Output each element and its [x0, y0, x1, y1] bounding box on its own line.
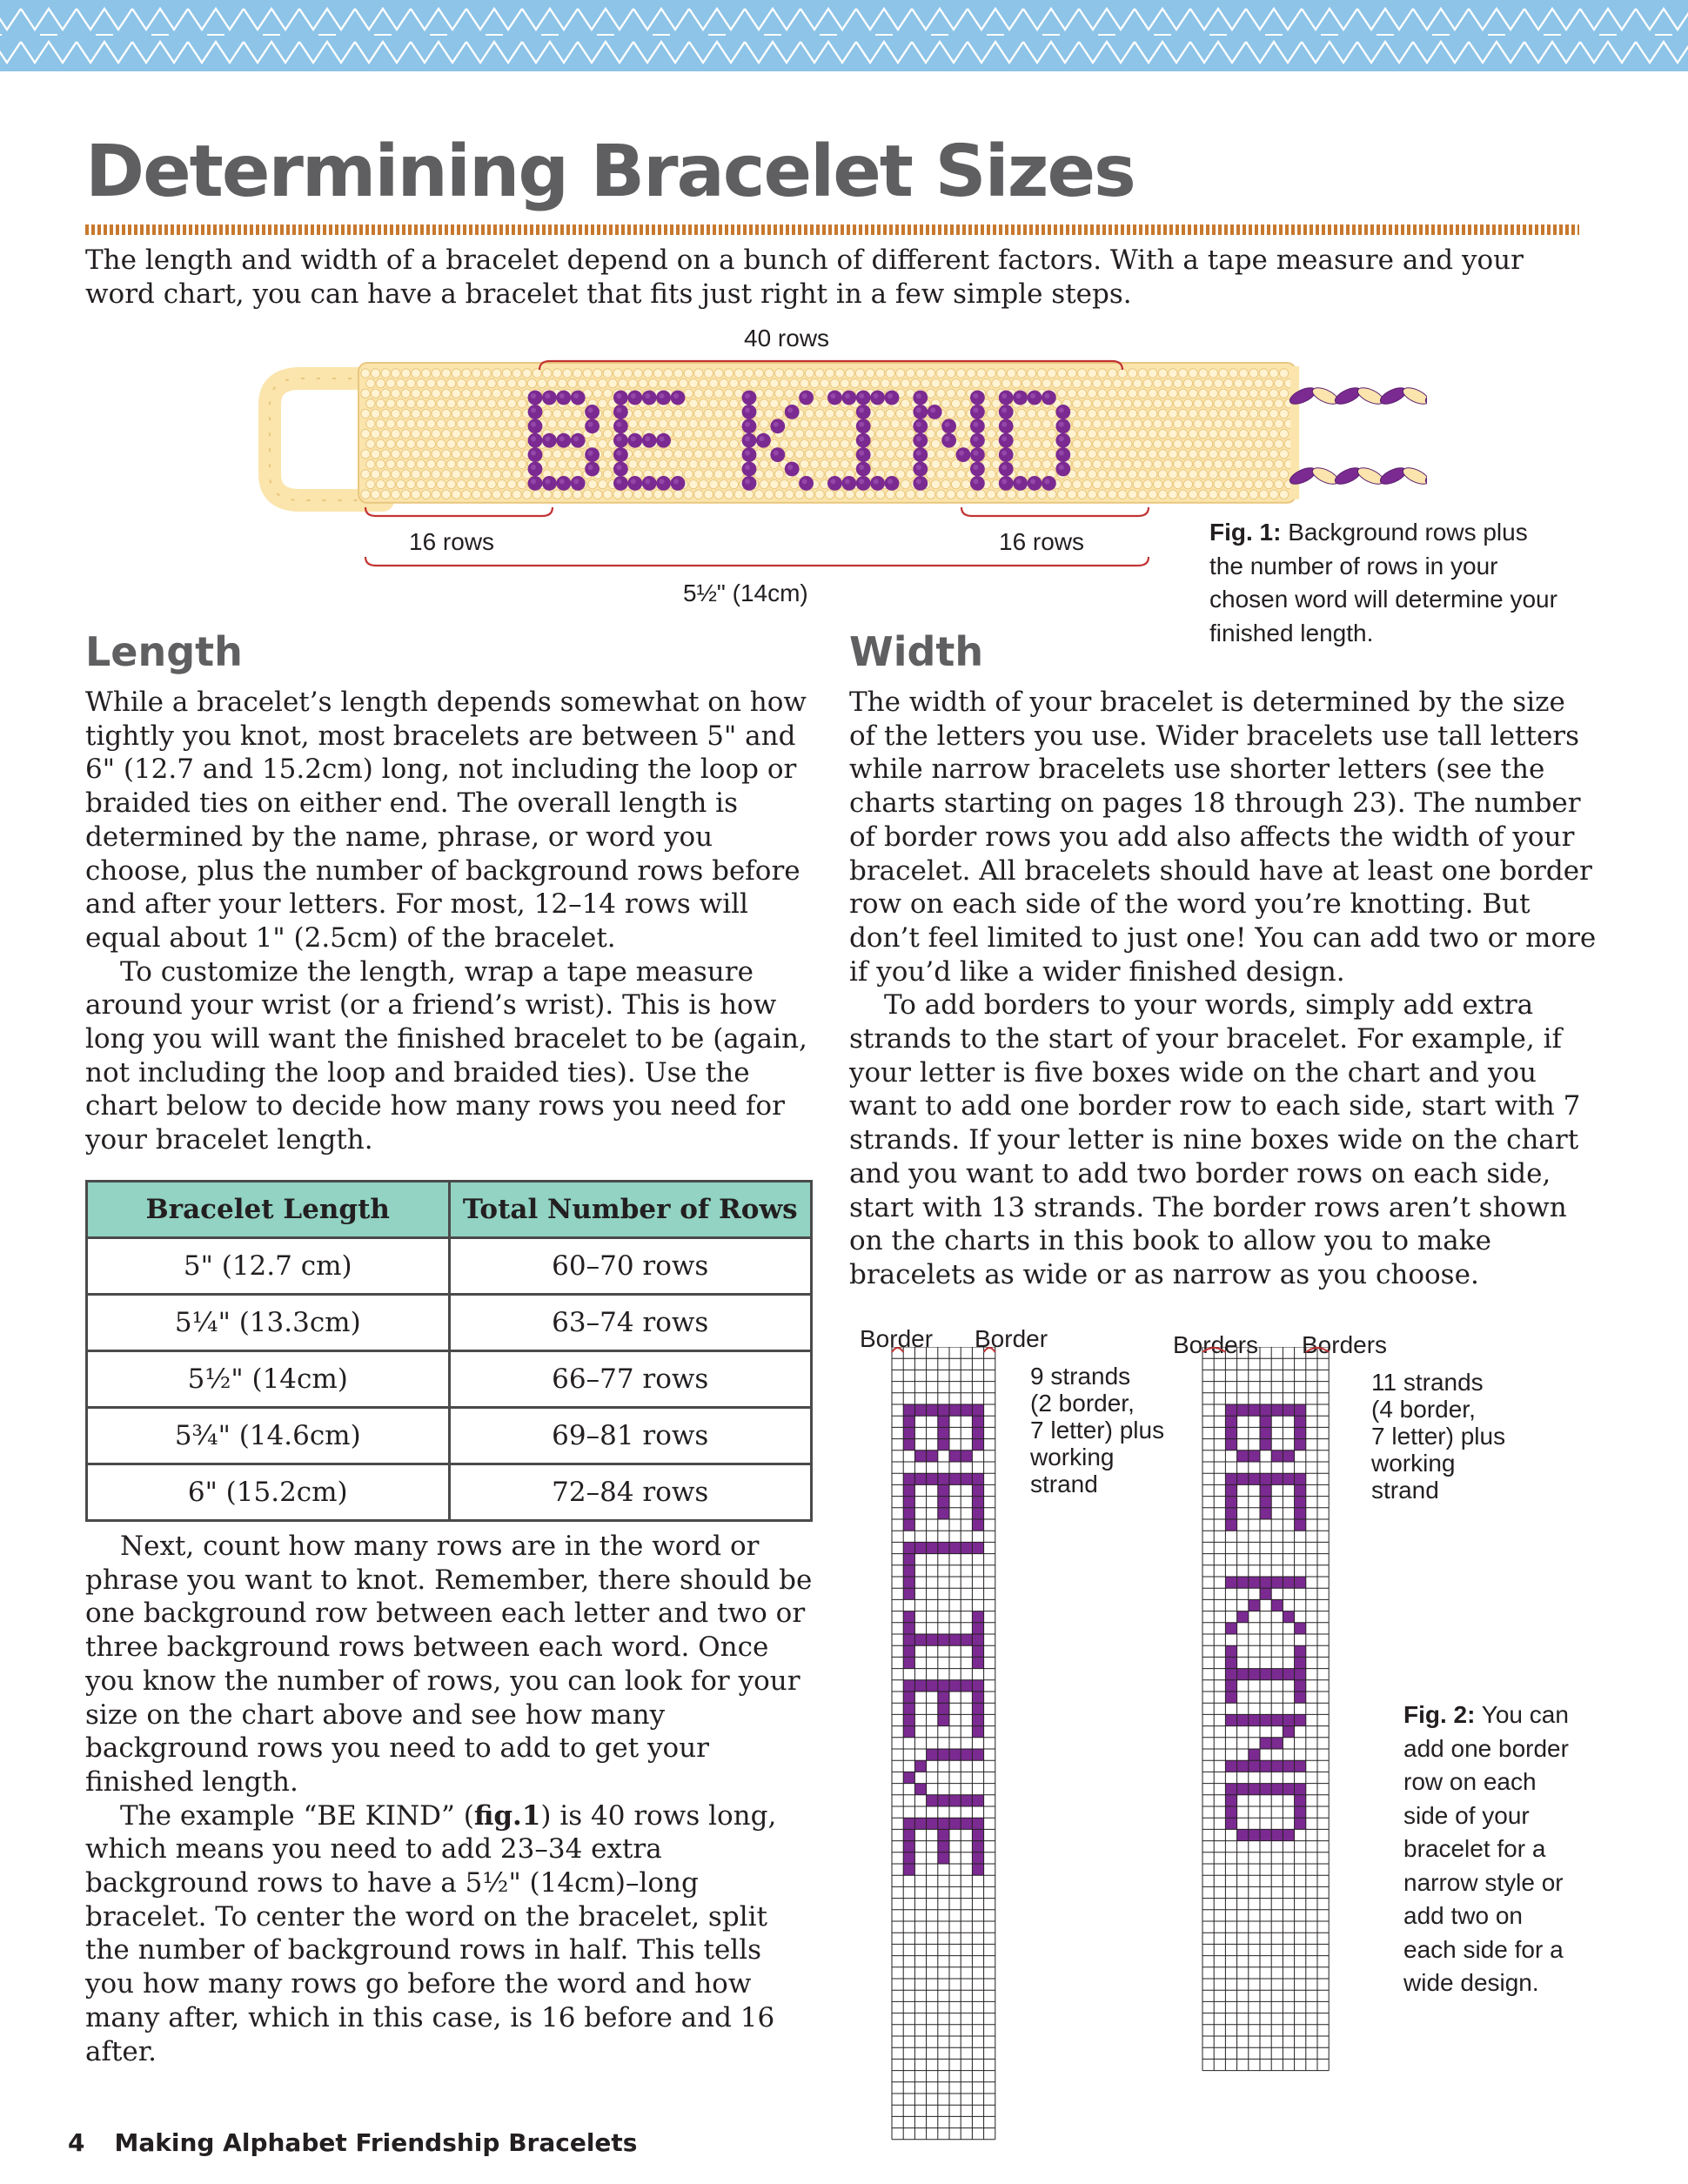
length-outro: [85, 1530, 818, 2068]
table-cell-rows: 63–74 rows: [449, 1295, 812, 1351]
table-header-length: Bracelet Length: [87, 1182, 450, 1238]
page-number: 4: [68, 2128, 85, 2157]
fig1-label-right-rows: 16 rows: [999, 528, 1085, 555]
fig1-caption-label: Fig. 1:: [1209, 519, 1282, 546]
length-paragraph-4: [85, 1799, 818, 2069]
table-cell-length: 5¾" (14.6cm): [87, 1408, 450, 1464]
note-line: 7 letter) plus: [1030, 1417, 1165, 1444]
length-p4-start: The example “BE KIND” (: [120, 1799, 474, 1832]
table-cell-rows: 69–81 rows: [449, 1408, 812, 1464]
book-title: Making Alphabet Friendship Bracelets: [114, 2128, 638, 2157]
fig1-caption: [1209, 516, 1557, 650]
table-row: [87, 1464, 812, 1521]
width-paragraph-2: To add borders to your words, simply add extra strands to the start of your bracelet. For example, if your letter is five boxes wide on the chart and you want to add one border row to each side, start with 7 strands. If your letter is nine boxes wide on the chart and you want to add two border rows on each side, start with 13 strands. The border rows aren’t shown on the charts in this book to allow you to make bracelets as wide or as narrow as you choose.: [849, 989, 1581, 1290]
fig2-caption-text: You can add one border row on each side of your bracelet for a narrow style or add two on each side for a wide design.: [1403, 1701, 1569, 1996]
length-paragraph-2: To customize the length, wrap a tape measure around your wrist (or a friend’s wrist). This is how long you will want the finished bracelet to be (again, not including the loop and braided ties). Use the chart below to decide how many rows you need for your bracelet length.: [85, 955, 807, 1156]
table-row: [87, 1295, 812, 1351]
note-line: 7 letter) plus: [1371, 1423, 1506, 1450]
length-paragraph-1: While a bracelet’s length depends somewhat on how tightly you knot, most bracelets are between 5" and 6" (12.7 and 15.2cm) long, not including the loop or braided ties on either end. The overall length is determined by the name, phrase, or word you choose, plus the number of background rows before and after your letters. For most, 12–14 rows will equal about 1" (2.5cm) of the bracelet.: [85, 687, 807, 954]
fig2-right-border-label-left: Borders: [1173, 1331, 1259, 1358]
fig2-left-border-label-right: Border: [975, 1325, 1048, 1352]
length-paragraph-3: Next, count how many rows are in the word or phrase you want to knot. Remember, there should be one background row between each letter and two or three background rows between each word. Once you know the number of rows, you can look for your size on the chart above and see how many background rows you need to add to get your finished length.: [85, 1531, 813, 1798]
title-divider: [85, 224, 1579, 235]
table-cell-rows: 72–84 rows: [449, 1464, 812, 1521]
fig2-left-strand-note: [1030, 1363, 1196, 1497]
table-cell-length: 5½" (14cm): [87, 1351, 450, 1408]
fig1-reference: fig.1: [473, 1799, 541, 1832]
fig1-caption-text: Background rows plus the number of rows in your chosen word will determine your finished length.: [1209, 519, 1557, 646]
fig2-right-strand-note: [1371, 1369, 1528, 1504]
note-line: 9 strands: [1030, 1363, 1131, 1390]
page-footer: [68, 2128, 637, 2157]
fig1-label-total-length: 5½" (14cm): [683, 579, 808, 606]
fig2-caption-label: Fig. 2:: [1403, 1701, 1476, 1728]
fig2-bekind-grid: [1202, 1347, 1329, 2071]
table-cell-length: 6" (15.2cm): [87, 1464, 450, 1521]
page-title: Determining Bracelet Sizes: [85, 131, 1135, 213]
table-row: [87, 1408, 812, 1464]
width-paragraph-1: The width of your bracelet is determined by the size of the letters you use. Wider bracelets use tall letters while narrow bracelets use shorter letters (see the charts starting on pages 18 through 23). The number of border rows you add also affects the width of your bracelet. All bracelets should have at least one border row on each side of the word you’re knotting. But don’t feel limited to just one! You can add two or more if you’d like a wider finished design.: [849, 687, 1597, 988]
fig2-caption: [1403, 1698, 1582, 2000]
table-row: [87, 1351, 812, 1408]
table-header-rows: Total Number of Rows: [449, 1182, 812, 1238]
length-intro: [85, 686, 818, 1157]
fig1-label-left-rows: 16 rows: [409, 528, 495, 555]
note-line: (2 border,: [1030, 1390, 1135, 1417]
table-cell-length: 5¼" (13.3cm): [87, 1295, 450, 1351]
bracelet-size-table: [85, 1180, 813, 1522]
table-cell-rows: 60–70 rows: [449, 1238, 812, 1295]
table-row: [87, 1238, 812, 1295]
note-line: 11 strands: [1371, 1369, 1484, 1396]
fig2-believe-grid: [892, 1347, 995, 2140]
note-line: working: [1030, 1444, 1115, 1471]
table-header-row: [87, 1182, 812, 1238]
fig1-label-40-rows: 40 rows: [744, 325, 830, 352]
length-p4-end: ) is 40 rows long, which means you need to add 23–34 extra background rows to have a 5½" (14cm)–long bracelet. To center the word on the bracelet, split the number of background rows in half. This tells you how many rows go before the word and how many after, which in this case, is 16 before and 16 after.: [85, 1799, 777, 2067]
fig2-right-border-label-right: Borders: [1302, 1331, 1388, 1358]
note-line: strand: [1030, 1471, 1098, 1497]
decorative-banner: [0, 0, 1688, 71]
fig2-left-border-label-left: Border: [860, 1325, 934, 1352]
note-line: working: [1371, 1450, 1456, 1477]
table-cell-length: 5" (12.7 cm): [87, 1238, 450, 1295]
width-heading: Width: [849, 628, 984, 675]
note-line: (4 border,: [1371, 1396, 1476, 1423]
length-heading: Length: [85, 628, 243, 675]
intro-paragraph: The length and width of a bracelet depend on a bunch of different factors. With a tape measure and your word chart, you can have a bracelet that fits just right in a few simple steps.: [85, 245, 1524, 310]
width-text: [849, 686, 1599, 1292]
table-cell-rows: 66–77 rows: [449, 1351, 812, 1408]
note-line: strand: [1371, 1477, 1439, 1504]
